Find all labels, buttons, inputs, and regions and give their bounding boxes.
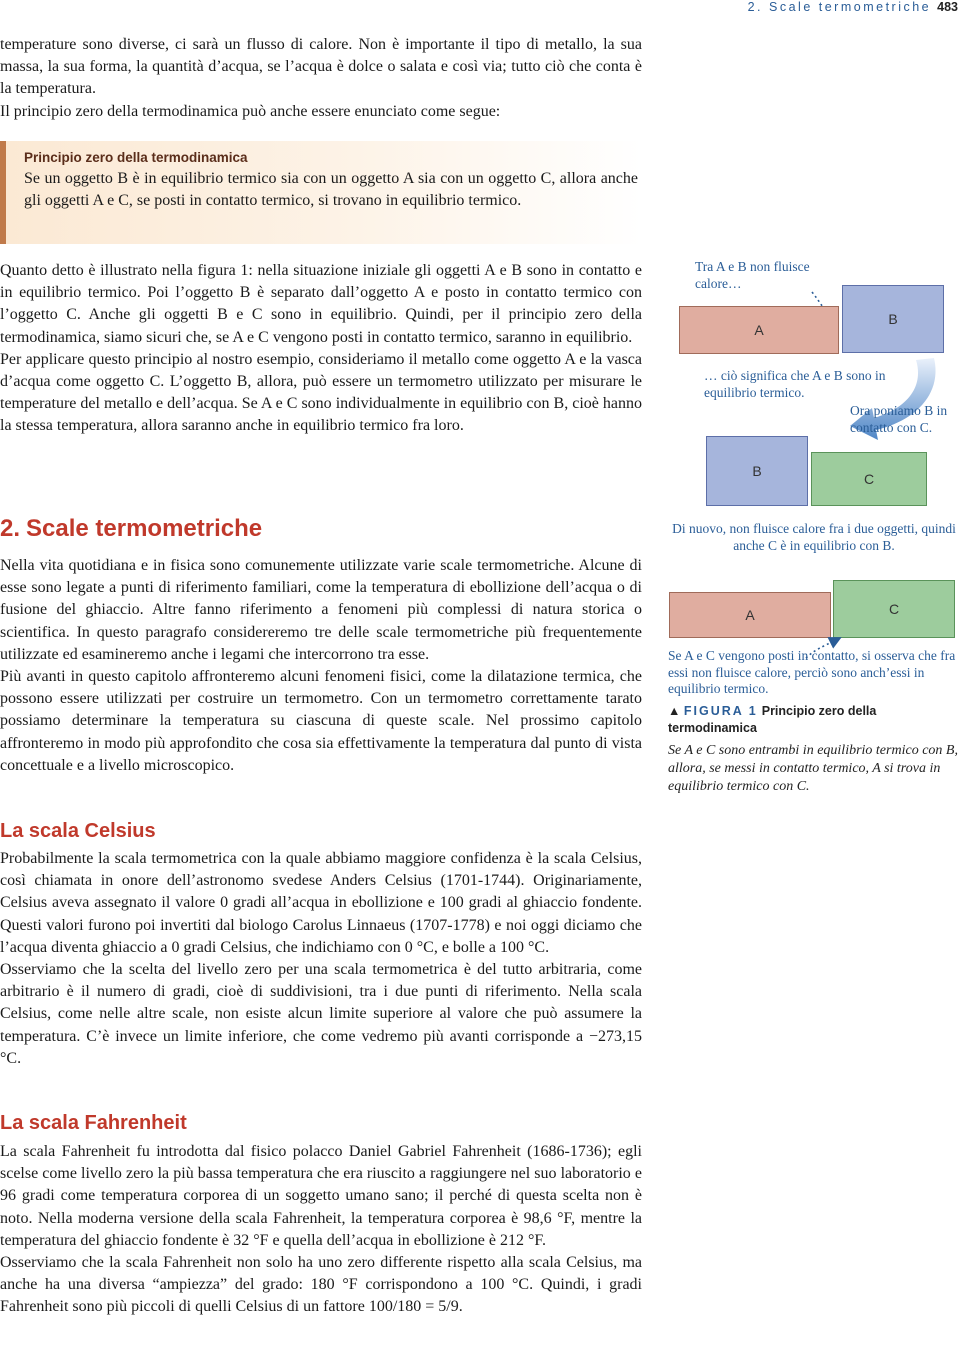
intro-paragraph: temperature sono diverse, ci sarà un flusso di calore. Non è importante il tipo di metallo, la sua massa, la sua forma, la quantità d’acqua, se l’acqua è dolce o salata e così via; tutto ciò che conta è la temperatura. — [0, 36, 642, 98]
celsius-body — [0, 848, 642, 1070]
section-number: 2. — [0, 515, 21, 542]
figure-annotation-2: … ciò significa che A e B sono in equilibrio termico. — [704, 368, 886, 400]
fahrenheit-body — [0, 1141, 642, 1319]
figure-label: FIGURA 1 — [683, 704, 758, 718]
celsius-heading: La scala Celsius — [0, 820, 156, 842]
figure-annotation-1: Tra A e B non fluisce calore… — [695, 259, 810, 291]
fahrenheit-heading: La scala Fahrenheit — [0, 1112, 187, 1134]
celsius-paragraph: Osserviamo che la scelta del livello zero per una scala termometrica è del tutto arbitraria, come arbitrario è il numero di gradi, cioè di suddivisioni, tra i due punti di riferimento. Nella scala Celsius, come nelle altre scale, non esiste alcun limite superiore al valore che può assumere la temperatura. C’è invece un limite inferiore, che come vedremo più avanti corrisponde a −273,15 °C. — [0, 961, 642, 1067]
figure-box-c-1 — [811, 452, 927, 506]
figure-annotation-3: Ora poniamo B in contatto con C. — [850, 403, 948, 435]
box-label-c: C — [863, 471, 875, 487]
chapter-title: 2. Scale termometriche — [747, 0, 932, 14]
box-label-b: B — [888, 311, 898, 327]
fahrenheit-paragraph: La scala Fahrenheit fu introdotta dal fisico polacco Daniel Gabriel Fahrenheit (1686-1736); egli scelse come livello zero la più bassa temperatura che era riuscito a raggiungere nel suo laboratorio e 96 gradi come temperatura corporea di un soggetto umano sano; il perché di questa scelta non è noto. Nella moderna versione della scala Fahrenheit, la temperatura corporea è 98,6 °F, mentre la temperatura del ghiaccio fondente è 32 °F e quella dell’acqua in ebollizione è 212 °F. — [0, 1143, 642, 1249]
principle-title: Principio zero della termodinamica — [24, 150, 248, 165]
figure-annotation-5: Se A e C vengono posti in contatto, si osserva che fra essi non fluisce calore, perciò sono anch’essi in equilibrio termico. — [668, 648, 956, 696]
page-number: 483 — [937, 0, 958, 14]
figure-box-b-2 — [706, 436, 808, 506]
triangle-marker-icon: ▲ — [668, 704, 681, 718]
explanation-text — [0, 260, 642, 438]
section-heading — [0, 515, 262, 543]
explanation-paragraph: Per applicare questo principio al nostro esempio, consideriamo il metallo come oggetto A e la vasca d’acqua come oggetto C. L’oggetto B, allora, può essere un termometro utilizzato per misurare le temperature del metallo e dell’acqua. Se A e C sono individualmente in equilibrio con B, cioè hanno la stessa temperatura, allora saranno anche in equilibrio termico fra loro. — [0, 350, 642, 435]
explanation-paragraph: Quanto detto è illustrato nella figura 1: nella situazione iniziale gli oggetti A e B sono in contatto e in equilibrio termico. Poi l’oggetto B è separato dall’oggetto A e posto in contatto termico con l’oggetto C. Anche gli oggetti B e C sono in equilibrio. Quindi, per il principio zero della termodinamica, siamo sicuri che, se A e C vengono posti in contatto termico, saranno in equilibrio. — [0, 262, 642, 346]
intro-text — [0, 34, 642, 123]
section-paragraph: Nella vita quotidiana e in fisica sono comunemente utilizzate varie scale termometriche. Alcune di esse sono legate a punti di riferimento familiari, come la temperatura di ebollizione dell’acqua o di fusione del ghiaccio. Altre fanno riferimento a fenomeni più complessi di natura storica o scientifica. In questo paragrafo considereremo tre delle scale termometriche più frequentemente utilizzate ed esamineremo anche i legami che intercorrono tra esse. — [0, 557, 642, 663]
section-title: Scale termometriche — [26, 515, 263, 542]
figure-box-c-2 — [833, 580, 955, 638]
principle-box — [0, 141, 642, 244]
figure-box-b-1 — [842, 285, 944, 353]
box-label-a: A — [745, 607, 755, 623]
figure-caption-heading — [668, 703, 898, 737]
box-label-b: B — [752, 463, 762, 479]
fahrenheit-paragraph: Osserviamo che la scala Fahrenheit non solo ha uno zero differente rispetto alla scala Celsius, ma anche ha una diversa “ampiezza” del grado: 180 °F corrispondono a 100 °C. Quindi, i gradi Fahrenheit sono più piccoli di quelli Celsius di un fattore 100/180 = 5/9. — [0, 1254, 642, 1316]
celsius-paragraph: Probabilmente la scala termometrica con la quale abbiamo maggiore confidenza è la scala Celsius, così chiamata in onore dell’astronomo svedese Anders Celsius (1701-1744). Originariamente, Celsius aveva assegnato il valore 0 gradi all’acqua in ebollizione e 100 gradi al ghiaccio fondente. Questi valori furono poi invertiti dal biologo Carolus Linnaeus (1707-1778) e noi oggi diciamo che l’acqua diventa ghiaccio a 0 gradi Celsius, che indichiamo con 0 °C, e bolle a 100 °C. — [0, 850, 642, 956]
figure-caption-text: Se A e C sono entrambi in equilibrio termico con B, allora, se messi in contatto termico, A si trova in equilibrio termico con C. — [668, 743, 958, 794]
running-header — [700, 0, 958, 17]
intro-paragraph: Il principio zero della termodinamica può anche essere enunciato come segue: — [0, 102, 501, 120]
figure-caption-title: Principio zero della termodinamica — [668, 704, 877, 735]
principle-text: Se un oggetto B è in equilibrio termico sia con un oggetto A sia con un oggetto C, allora anche gli oggetti A e C, se posti in contatto termico, si trovano in equilibrio termico. — [24, 170, 638, 210]
box-label-a: A — [754, 322, 764, 338]
section-body — [0, 555, 642, 777]
box-label-c: C — [888, 601, 900, 617]
figure-box-a-1 — [679, 306, 839, 354]
figure-annotation-4: Di nuovo, non fluisce calore fra i due oggetti, quindi anche C è in equilibrio con B. — [672, 521, 956, 553]
section-paragraph: Più avanti in questo capitolo affronteremo alcuni fenomeni fisici, come la dilatazione termica, che possono essere utilizzati per costruire un termometro. Con un termometro correttamente tarato possiamo determinare la temperatura su ciascuna di queste scale. Nel prossimo capitolo affronteremo in modo più approfondito che cosa sia effettivamente la temperatura dal punto di vista concettuale e a livello microscopico. — [0, 668, 642, 774]
